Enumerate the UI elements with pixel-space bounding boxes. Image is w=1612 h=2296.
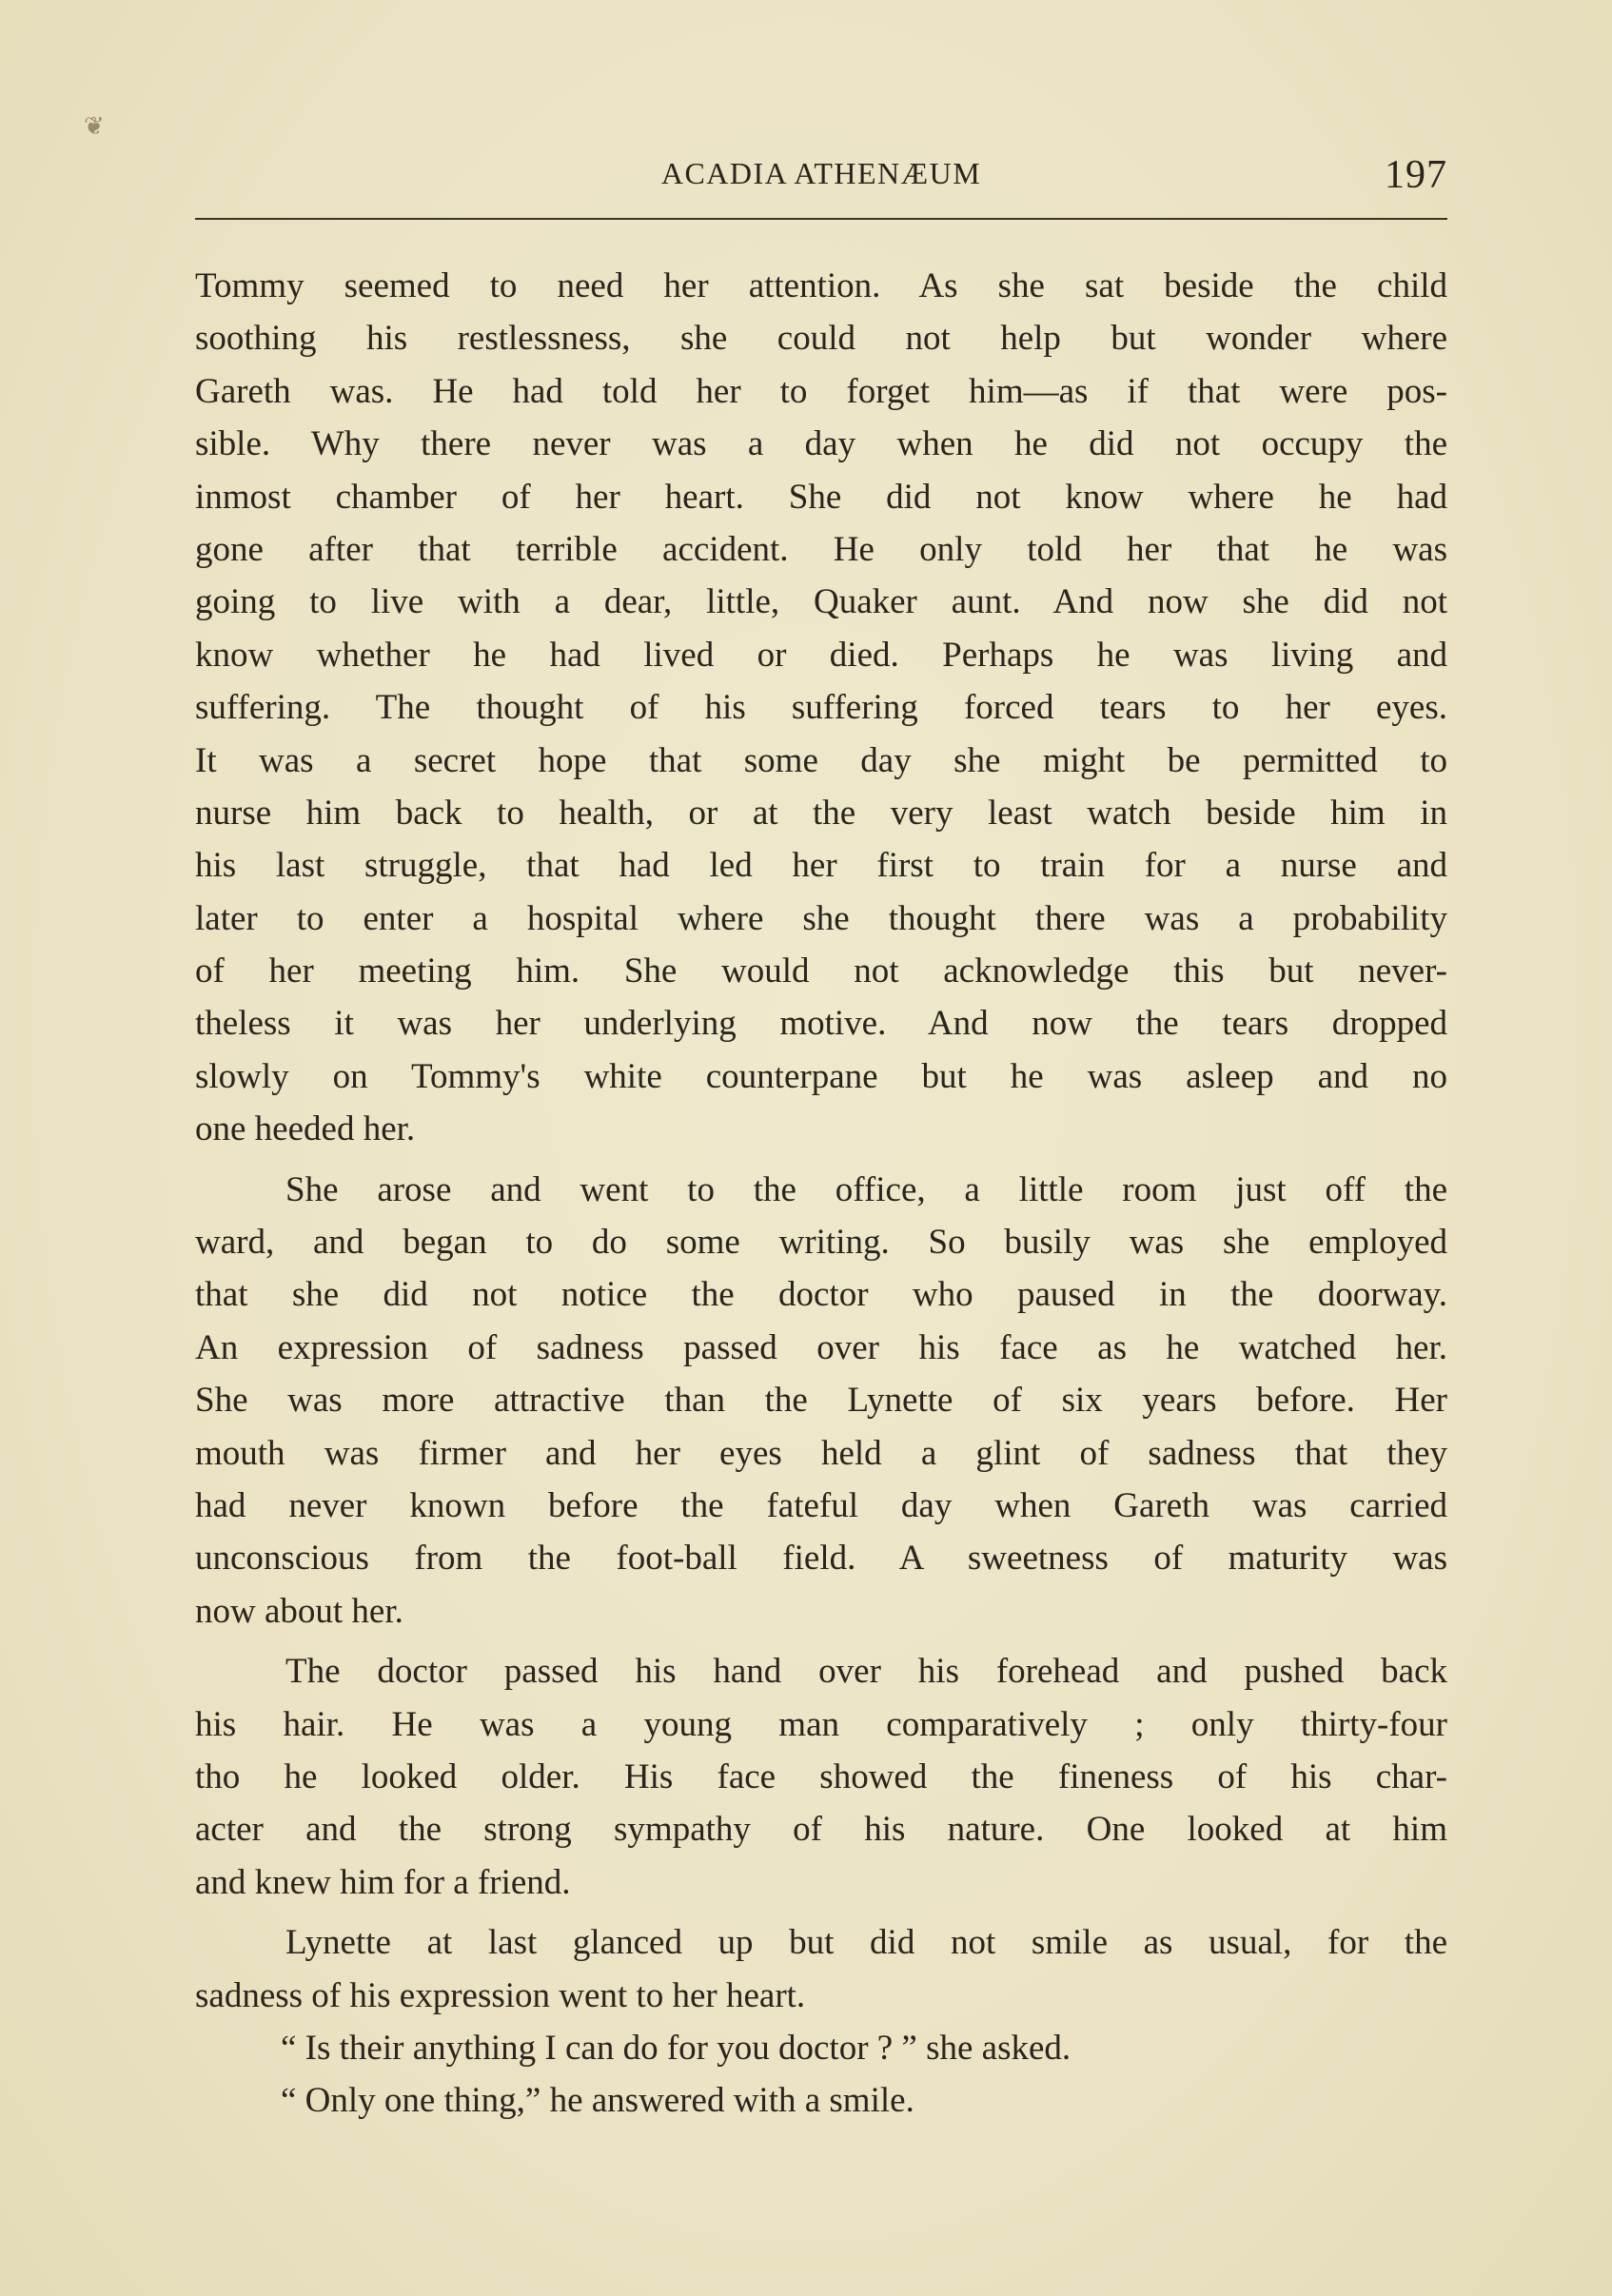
text-line: She arose and went to the office, a little room just off the: [285, 1169, 1447, 1209]
text-line: later to enter a hospital where she thought there was a probability: [195, 898, 1447, 938]
running-head: ACADIA ATHENÆUM: [660, 156, 982, 190]
text-line: mouth was firmer and her eyes held a glint of sadness that they: [195, 1433, 1447, 1473]
text-line: Tommy seemed to need her attention. As she sat beside the child: [195, 266, 1447, 305]
text-line: his last struggle, that had led her first to train for a nurse and: [195, 846, 1447, 886]
text-line: slowly on Tommy's white counterpane but he was asleep and no: [195, 1056, 1447, 1096]
paragraph: [195, 2074, 1447, 2127]
text-line: of her meeting him. She would not acknowledge this but never-: [195, 952, 1447, 991]
text-line: his hair. He was a young man comparatively ; only thirty-four: [195, 1704, 1447, 1744]
text-line: sadness of his expression went to her heart.: [195, 1975, 806, 2015]
text-line: An expression of sadness passed over his face as he watched her.: [195, 1327, 1447, 1367]
text-line: ward, and began to do some writing. So busily was she employed: [195, 1223, 1447, 1263]
margin-mark: ❦: [84, 112, 105, 140]
text-line: She was more attractive than the Lynette of six years before. Her: [195, 1381, 1447, 1421]
text-line: had never known before the fateful day when Gareth was carried: [195, 1485, 1447, 1525]
header-rule: [195, 218, 1447, 220]
text-line: It was a secret hope that some day she might be permitted to: [195, 740, 1447, 780]
text-line: suffering. The thought of his suffering forced tears to her eyes.: [195, 688, 1447, 728]
text-line: inmost chamber of her heart. She did not know where he had: [195, 477, 1447, 517]
text-line: unconscious from the foot-ball field. A sweetness of maturity was: [195, 1539, 1447, 1579]
text-line: “ Is their anything I can do for you doctor ? ” she asked.: [281, 2028, 1071, 2068]
text-line: soothing his restlessness, she could not help but wonder where: [195, 319, 1447, 359]
page-number: 197: [1385, 153, 1447, 197]
text-line: The doctor passed his hand over his forehead and pushed back: [285, 1652, 1447, 1692]
text-line: now about her.: [195, 1591, 403, 1631]
paragraph: [195, 2022, 1447, 2074]
paragraph: [195, 260, 1447, 1156]
text-line: gone after that terrible accident. He only told her that he was: [195, 529, 1447, 569]
page-header: [195, 152, 1447, 209]
text-line: “ Only one thing,” he answered with a smile.: [281, 2081, 914, 2121]
text-line: theless it was her underlying motive. And now the tears dropped: [195, 1004, 1447, 1044]
text-line: going to live with a dear, little, Quaker aunt. And now she did not: [195, 582, 1447, 622]
text-line: one heeded her.: [195, 1109, 416, 1149]
text-line: Lynette at last glanced up but did not smile as usual, for the: [285, 1923, 1447, 1963]
text-line: Gareth was. He had told her to forget him—as if that were pos-: [195, 371, 1447, 411]
text-line: sible. Why there never was a day when he did not occupy the: [195, 424, 1447, 464]
text-line: nurse him back to health, or at the very least watch beside him in: [195, 793, 1447, 833]
paragraph: [195, 1916, 1447, 2022]
text-line: that she did not notice the doctor who paused in the doorway.: [195, 1275, 1447, 1315]
paragraph: [195, 1645, 1447, 1909]
paragraph: [195, 1164, 1447, 1639]
text-line: and knew him for a friend.: [195, 1862, 571, 1902]
text-line: acter and the strong sympathy of his nature. One looked at him: [195, 1810, 1447, 1850]
text-line: know whether he had lived or died. Perhaps he was living and: [195, 635, 1447, 675]
body-text: [195, 260, 1447, 2128]
text-line: tho he looked older. His face showed the fineness of his char-: [195, 1756, 1447, 1796]
